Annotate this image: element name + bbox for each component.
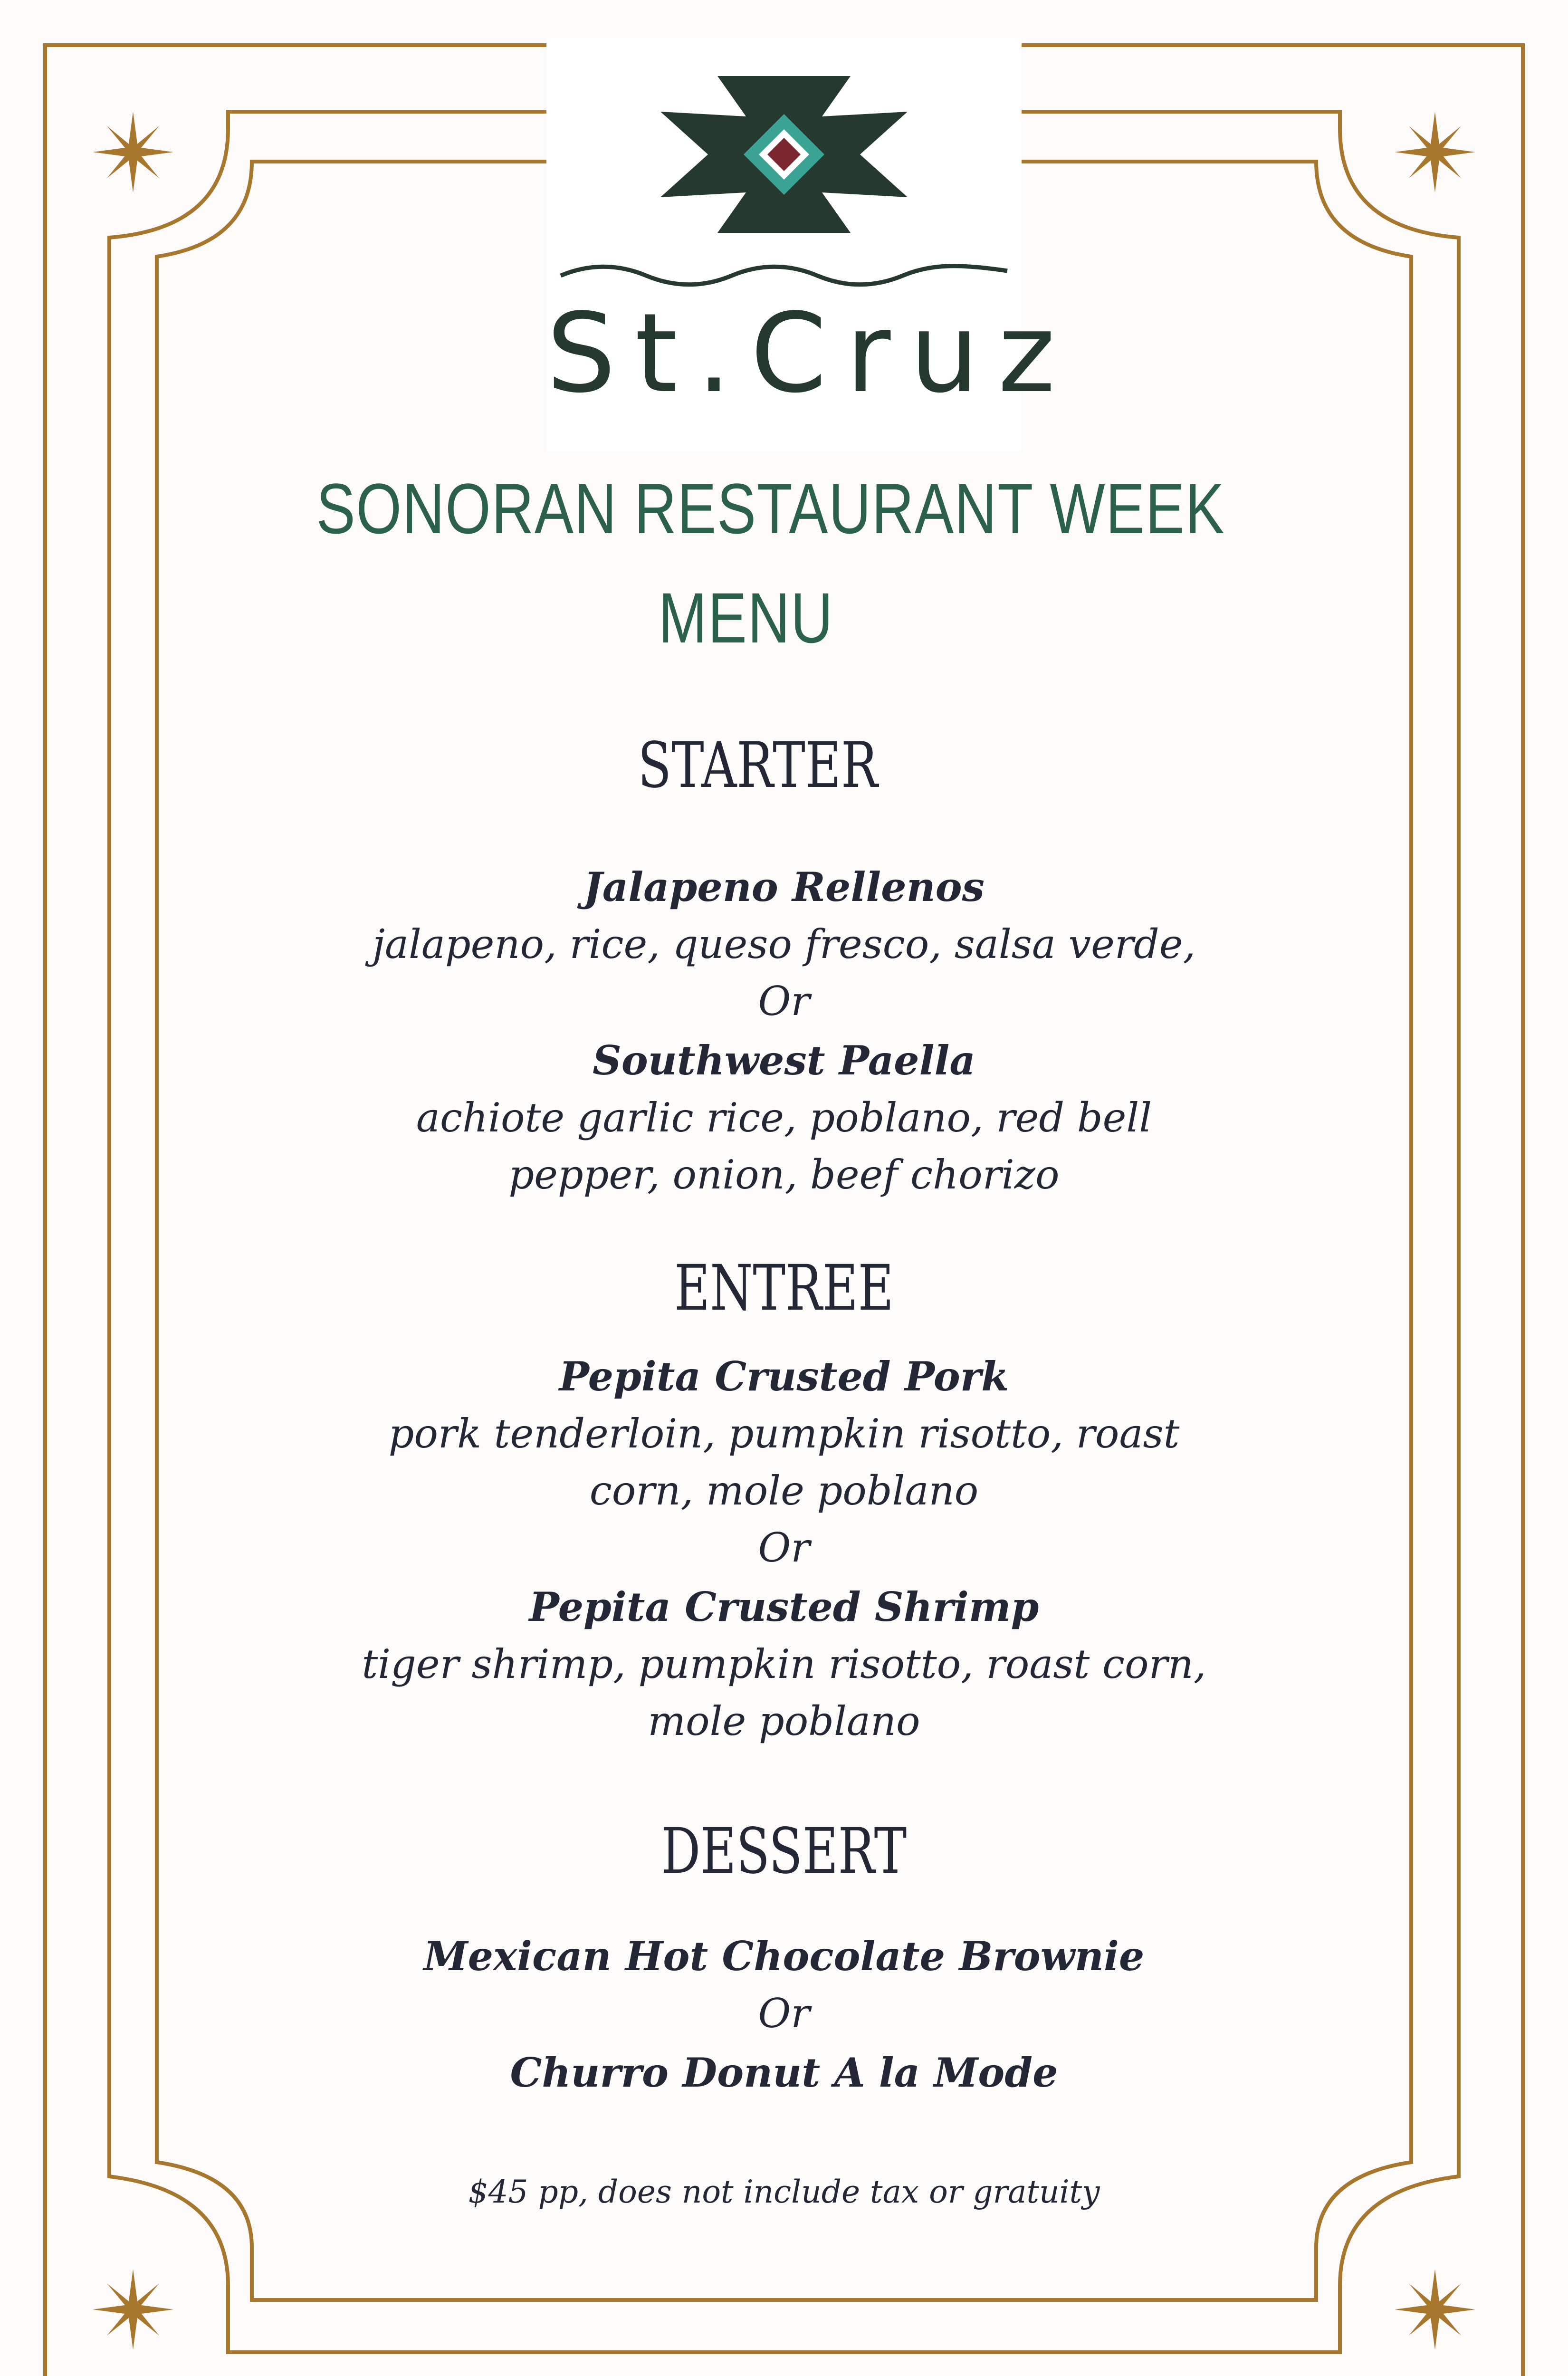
dish-description: mole poblano	[648, 1698, 920, 1744]
menu-title: MENU	[658, 578, 834, 658]
wave-line	[556, 257, 1012, 295]
dish-description: achiote garlic rice, poblano, red bell	[416, 1094, 1152, 1141]
brand-name: St.Cruz	[546, 290, 1074, 417]
dish-description: jalapeno, rice, queso fresco, salsa verde,	[372, 921, 1196, 968]
dish-name: Churro Donut A la Mode	[510, 2049, 1058, 2096]
dish-name: Mexican Hot Chocolate Brownie	[423, 1933, 1145, 1980]
dish-name: Pepita Crusted Pork	[559, 1353, 1009, 1400]
dish-description: pork tenderloin, pumpkin risotto, roast	[388, 1410, 1180, 1457]
section-heading-starter: STARTER	[638, 729, 878, 802]
or-separator: Or	[758, 1990, 810, 2037]
sparkle-star-icon	[1392, 2267, 1478, 2352]
sparkle-star-icon	[90, 2267, 176, 2352]
dish-name: Southwest Paella	[593, 1037, 975, 1084]
section-heading-dessert: DESSERT	[661, 1815, 907, 1888]
dish-description: corn, mole poblano	[589, 1467, 979, 1514]
aztec-diamond-emblem-icon	[660, 76, 908, 233]
or-separator: Or	[758, 978, 810, 1025]
dish-name: Jalapeno Rellenos	[583, 863, 985, 910]
dish-description: tiger shrimp, pumpkin risotto, roast corn,	[362, 1641, 1206, 1687]
or-separator: Or	[758, 1524, 810, 1571]
dish-description: pepper, onion, beef chorizo	[508, 1151, 1060, 1198]
event-title: SONORAN RESTAURANT WEEK	[316, 469, 1225, 548]
section-heading-entree: ENTREE	[674, 1252, 894, 1325]
dish-name: Pepita Crusted Shrimp	[529, 1583, 1039, 1630]
sparkle-star-icon	[1392, 109, 1478, 195]
sparkle-star-icon	[90, 109, 176, 195]
price-note: $45 pp, does not include tax or gratuity	[468, 2174, 1100, 2210]
